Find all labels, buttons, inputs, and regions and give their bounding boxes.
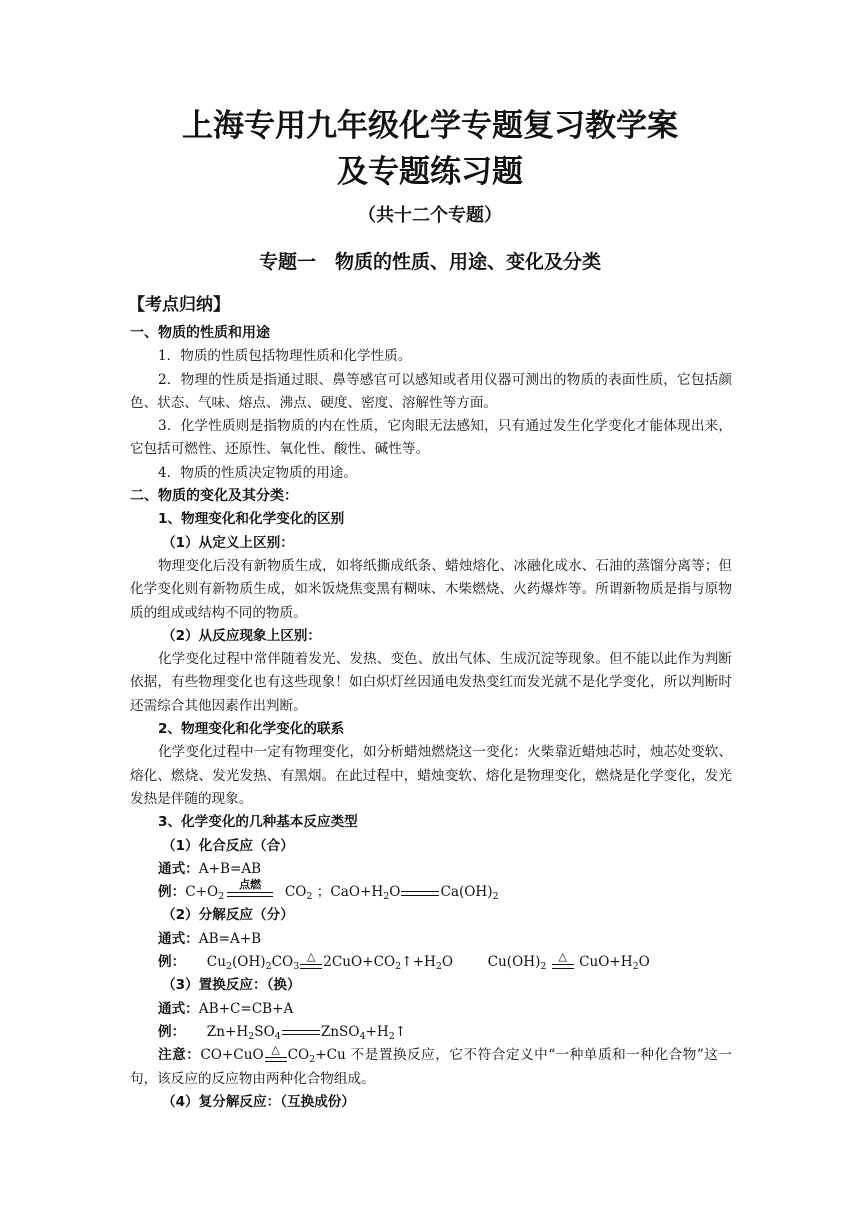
- subscript: 2: [492, 891, 499, 903]
- document-subtitle-note: （共十二个专题）: [358, 205, 502, 226]
- sub2-text: 化学变化过程中一定有物理变化，如分析蜡烛燃烧这一变化：火柴靠近蜡烛芯时，烛芯处变软、熔化、燃烧、发光发热、有黑烟。在此过程中，蜡烛变软、熔化是物理变化，燃烧是化学变化，发光发热是伴随的现象。: [130, 744, 732, 807]
- reaction3-general: [130, 998, 732, 1021]
- sub1-heading: 1、物理变化和化学变化的区别: [158, 511, 345, 528]
- equals-sign: [401, 888, 439, 898]
- general-formula: AB+C=CB+A: [198, 1000, 294, 1017]
- reaction2-general: [130, 928, 732, 951]
- equation-term: ↑: [394, 1023, 407, 1040]
- subscript: 2: [306, 891, 313, 903]
- equation-term: CO: [284, 884, 307, 901]
- example-label: 例：: [158, 1023, 186, 1040]
- reaction2-example: 例： $Cu_2(OH)_2CO_3$ △ $2CuO+CO_2↑+H_2O$ $Cu(OH)_2$ △ $CuO+H_2O$: [158, 949, 650, 973]
- reaction3-example: 例： $Zn+H_2SO_4$ $ZnSO_4+H_2↑$: [158, 1023, 407, 1042]
- equation-term: ↑+H: [401, 954, 436, 971]
- reaction1-example: [130, 877, 732, 904]
- part1-item: 2．物理的性质是指通过眼、鼻等感官可以感知或者用仪器可测出的物质的表面性质，它包括颜色、状态、气味、熔点、沸点、硬度、密度、溶解性等方面。: [130, 371, 732, 411]
- ignition-condition-label: 点燃: [239, 877, 262, 891]
- sub1-a-text: 物理变化后没有新物质生成，如将纸撕成纸条、蜡烛熔化、冰融化成水、石油的蒸馏分离等；但化学变化则有新物质生成，如米饭烧焦变黑有糊味、木柴燃烧、火药爆炸等。所谓新物质是指与原物质的组成或结构不同的物质。: [130, 557, 732, 621]
- part1-item: 3．化学性质则是指物质的内在性质，它肉眼无法感知，只有通过发生化学变化才能体现出来，它包括可燃性、还原性、氧化性、酸性、碱性等。: [130, 418, 732, 458]
- note-paragraph: 注意：CO+CuO △ $CO_2+Cu$ 不是置换反应，它不符合定义中“一种单质和一种化合物”这一句，该反应的反应物由两种化合物组成。: [130, 1042, 732, 1087]
- reaction-condition-sign: [227, 877, 273, 902]
- sub1-a-heading: （1）从定义上区别：: [162, 534, 294, 551]
- equation-term: C+O: [185, 884, 219, 901]
- document-title: 上海专用九年级化学专题复习教学案: [182, 108, 678, 144]
- sub2-heading: 2、物理变化和化学变化的联系: [158, 721, 345, 738]
- heat-condition-sign: [265, 1042, 287, 1065]
- general-label: 通式：: [158, 1000, 199, 1017]
- heat-symbol: △: [307, 949, 316, 963]
- separator: ；: [316, 884, 331, 901]
- equation-term: Cu: [206, 954, 226, 971]
- heat-symbol: △: [558, 949, 567, 963]
- sub1-b-heading: （2）从反应现象上区别：: [162, 627, 321, 644]
- note-text: 不是置换反应，它不符合定义中“一种单质和一种化合物”这一句，该反应的反应物由两种化合物组成。: [130, 1047, 732, 1087]
- reaction4-heading: （4）复分解反应：（互换成份）: [162, 1093, 355, 1110]
- equation-term: ZnSO: [320, 1023, 360, 1040]
- general-formula: AB=A+B: [198, 930, 262, 947]
- heat-condition-sign: [552, 949, 574, 972]
- heat-symbol: △: [271, 1042, 280, 1056]
- equation-term: O: [441, 954, 454, 971]
- part1-heading: 一、物质的性质和用途: [130, 325, 270, 341]
- reaction2-heading: （2）分解反应（分）: [162, 907, 294, 924]
- sub3-heading: 3、化学变化的几种基本反应类型: [158, 814, 358, 831]
- document-body: [130, 288, 732, 1114]
- equation-term: Cu(OH): [487, 954, 541, 971]
- section-header: 【考点归纳】: [128, 295, 230, 315]
- reaction1-heading: （1）化合反应（合）: [162, 837, 294, 854]
- equation-term: CaO+H: [330, 884, 384, 901]
- general-label: 通式：: [158, 860, 199, 877]
- heat-condition-sign: [300, 949, 322, 972]
- document-title-line2: 及专题练习题: [337, 154, 523, 190]
- note-label: 注意：: [158, 1047, 201, 1064]
- equation-term: +Cu: [315, 1047, 346, 1064]
- part2-heading: 二、物质的变化及其分类：: [130, 488, 298, 505]
- sub1-b-text: 化学变化过程中常伴随着发光、发热、变色、放出气体、生成沉淀等现象。但不能以此作为判断依据，有些物理变化也有这些现象！如白炽灯丝因通电发热变红而发光就不是化学变化，所以判断时还需综合其他因素作出判断。: [130, 651, 732, 714]
- equation-term: 2CuO+CO: [323, 954, 396, 971]
- equation-term: Ca(OH): [440, 884, 493, 901]
- general-formula: A+B=AB: [198, 860, 262, 877]
- topic-heading: 专题一 物质的性质、用途、变化及分类: [258, 251, 601, 273]
- equation-term: Zn+H: [206, 1023, 249, 1040]
- example-label: 例：: [158, 954, 186, 971]
- reaction1-general: [130, 858, 732, 881]
- equation-term: CO: [287, 1047, 310, 1064]
- part1-item: 1．物质的性质包括物理性质和化学性质。: [158, 348, 412, 365]
- reaction3-heading: （3）置换反应：（换）: [162, 977, 301, 994]
- subscript: 2: [383, 891, 390, 903]
- equation-term: CO+CuO: [200, 1047, 264, 1064]
- subscript: 2: [218, 891, 225, 903]
- equation-term: +H: [365, 1023, 389, 1040]
- general-label: 通式：: [158, 930, 199, 947]
- equals-sign: [282, 1027, 320, 1037]
- equation-term: SO: [254, 1023, 275, 1040]
- equation-term: O: [389, 884, 401, 901]
- equation-term: CuO+H: [579, 954, 633, 971]
- example-label: 例：: [158, 884, 186, 901]
- equation-term: O: [638, 954, 650, 971]
- part1-item: 4．物质的性质决定物质的用途。: [158, 464, 357, 481]
